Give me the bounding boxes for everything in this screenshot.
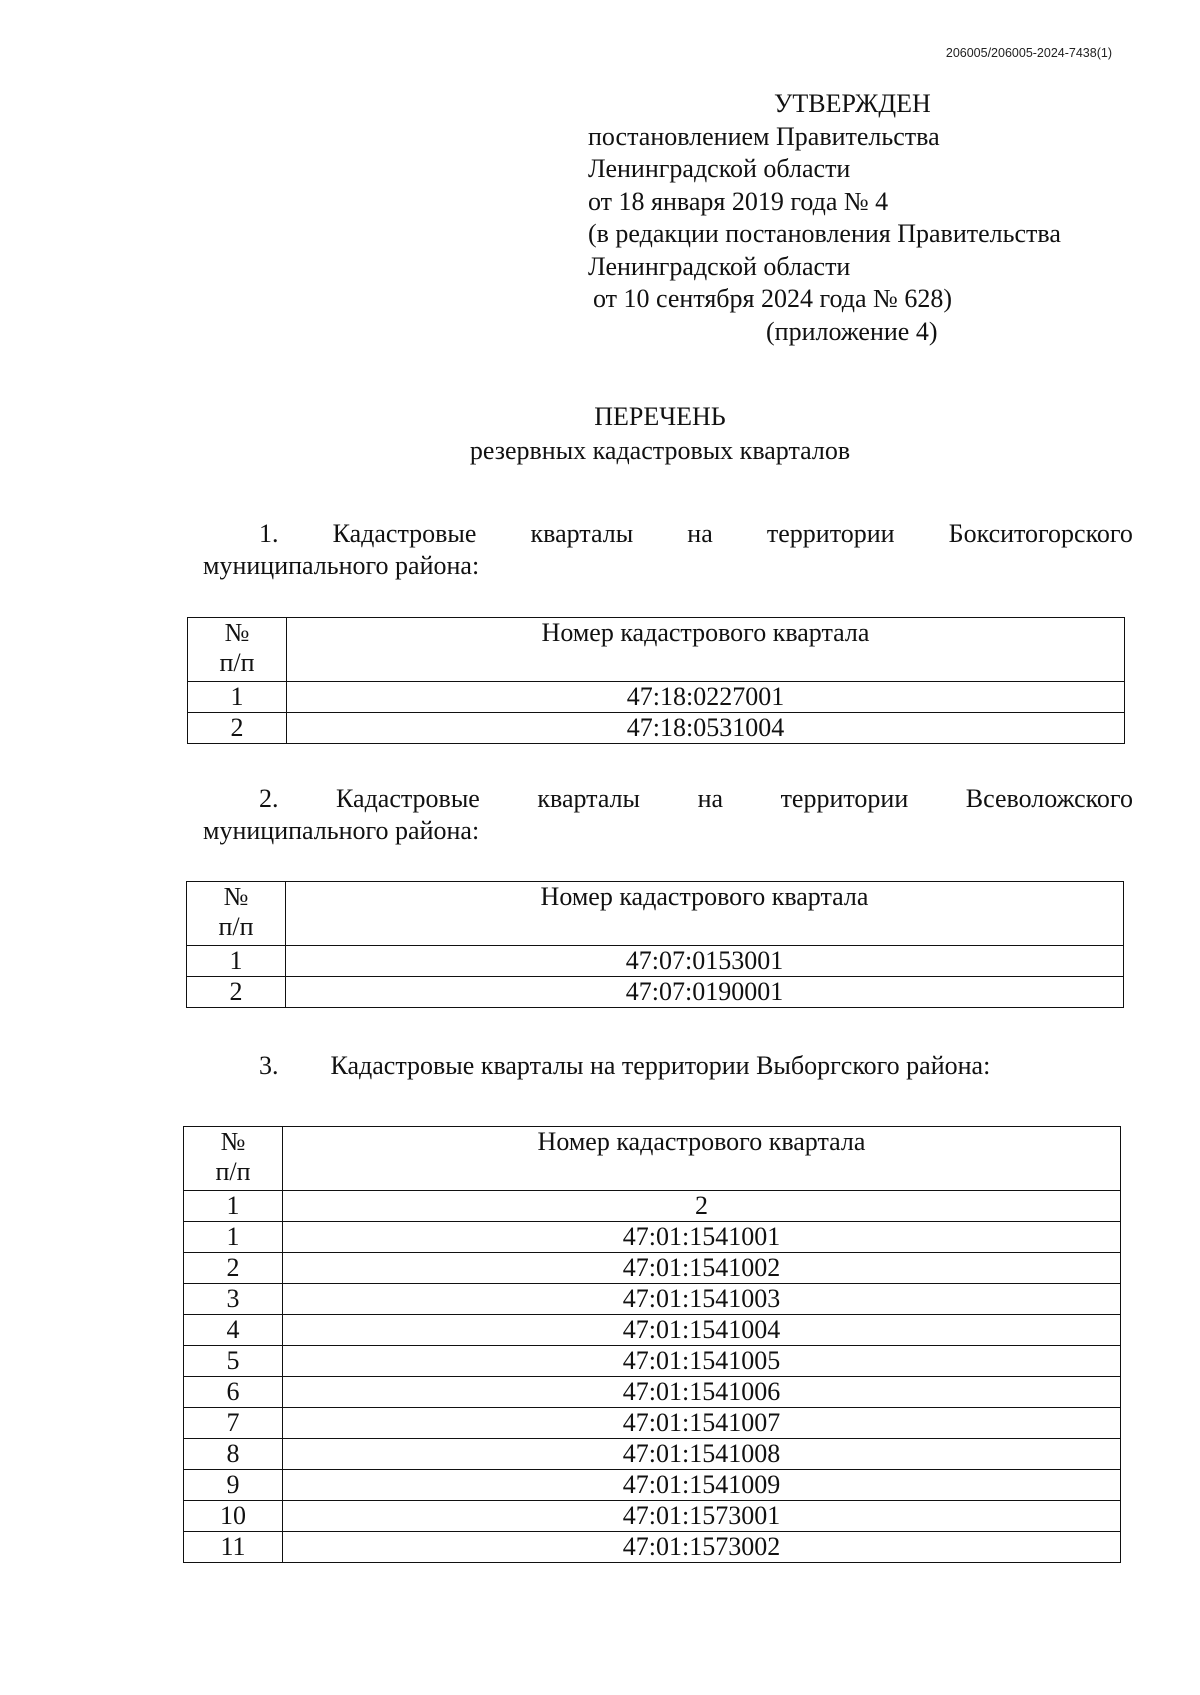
header-num-symbol: №: [220, 1127, 246, 1156]
appendix-label: (приложение 4): [766, 316, 938, 346]
row-code: 47:01:1541007: [283, 1408, 1121, 1439]
row-code: 47:07:0190001: [286, 977, 1124, 1008]
row-code: 47:01:1541002: [283, 1253, 1121, 1284]
section-word: Кадастровые: [332, 519, 477, 548]
section-word: кварталы: [537, 784, 641, 813]
approval-line: Ленинградской области: [588, 154, 851, 183]
table-row: [184, 1377, 1121, 1408]
row-number: 2: [187, 977, 286, 1008]
approval-title: УТВЕРЖДЕН: [774, 89, 931, 118]
row-number: 10: [184, 1501, 283, 1532]
approval-stamp: [588, 88, 1061, 348]
approval-line: Ленинградской области: [588, 251, 851, 281]
row-code: 47:01:1541006: [283, 1377, 1121, 1408]
column-number-row: [184, 1191, 1121, 1222]
row-code: 47:01:1573002: [283, 1532, 1121, 1563]
heading-title: ПЕРЕЧЕНЬ: [594, 402, 726, 431]
column-number: 2: [283, 1191, 1121, 1222]
row-number: 1: [188, 682, 287, 713]
row-code: 47:01:1541005: [283, 1346, 1121, 1377]
cadastral-table-2: [186, 881, 1124, 1008]
approval-line: от 10 сентября 2024 года № 628): [593, 284, 952, 313]
section-line: муниципального района:: [203, 551, 480, 580]
header-num: [187, 882, 286, 946]
table-row: [184, 1222, 1121, 1253]
row-number: 6: [184, 1377, 283, 1408]
table-row: [188, 713, 1125, 744]
table-row: [184, 1346, 1121, 1377]
header-num: [184, 1127, 283, 1191]
document-heading: [0, 400, 1200, 468]
section-word: Кадастровые: [336, 784, 480, 813]
section-word: на: [697, 784, 724, 813]
table-row: [184, 1253, 1121, 1284]
header-num-label: п/п: [219, 648, 255, 677]
row-code: 47:01:1541009: [283, 1470, 1121, 1501]
table-row: [184, 1408, 1121, 1439]
document-registration-number: 206005/206005-2024-7438(1): [945, 46, 1112, 60]
row-number: 5: [184, 1346, 283, 1377]
row-number: 2: [188, 713, 287, 744]
header-code: Номер кадастрового квартала: [287, 618, 1125, 682]
table-row: [184, 1532, 1121, 1563]
header-num-symbol: №: [223, 882, 249, 911]
section-word: кварталы: [530, 519, 634, 548]
row-number: 7: [184, 1408, 283, 1439]
row-code: 47:01:1573001: [283, 1501, 1121, 1532]
column-number: 1: [184, 1191, 283, 1222]
row-number: 4: [184, 1315, 283, 1346]
section-number: 1.: [259, 519, 279, 548]
approval-line: (в редакции постановления Правительства: [588, 219, 1061, 248]
section-3-text: [203, 1050, 1133, 1082]
section-line: муниципального района:: [203, 816, 480, 845]
row-code: 47:18:0531004: [287, 713, 1125, 744]
heading-subtitle: резервных кадастровых кварталов: [469, 436, 851, 465]
row-number: 11: [184, 1532, 283, 1563]
cadastral-table-3: [183, 1126, 1121, 1563]
header-num: [188, 618, 287, 682]
table-header-row: [187, 882, 1124, 946]
header-num-label: п/п: [218, 912, 254, 941]
table-row: [184, 1501, 1121, 1532]
table-row: [184, 1284, 1121, 1315]
row-number: 3: [184, 1284, 283, 1315]
row-number: 8: [184, 1439, 283, 1470]
section-2-text: [203, 783, 1133, 847]
header-num-symbol: №: [224, 618, 250, 647]
row-number: 1: [187, 946, 286, 977]
row-code: 47:07:0153001: [286, 946, 1124, 977]
row-code: 47:01:1541001: [283, 1222, 1121, 1253]
table-row: [184, 1439, 1121, 1470]
section-number: 2.: [259, 784, 279, 813]
header-code: Номер кадастрового квартала: [286, 882, 1124, 946]
table-row: [184, 1315, 1121, 1346]
table-row: [187, 946, 1124, 977]
row-number: 1: [184, 1222, 283, 1253]
section-word: Всеволожского: [965, 784, 1133, 813]
section-word: территории: [780, 784, 909, 813]
row-code: 47:18:0227001: [287, 682, 1125, 713]
section-word: территории: [766, 519, 895, 548]
table-row: [184, 1470, 1121, 1501]
header-num-label: п/п: [215, 1157, 251, 1186]
table-header-row: [188, 618, 1125, 682]
section-word: на: [687, 519, 713, 548]
table-row: [187, 977, 1124, 1008]
cadastral-table-1: [187, 617, 1125, 744]
section-line: Кадастровые кварталы на территории Выборгского района:: [330, 1051, 991, 1080]
approval-line: постановлением Правительства: [588, 121, 940, 151]
section-word: Бокситогорского: [948, 519, 1133, 548]
row-number: 2: [184, 1253, 283, 1284]
section-1-text: [203, 518, 1133, 582]
section-number: 3.: [259, 1051, 279, 1080]
table-header-row: [184, 1127, 1121, 1191]
row-code: 47:01:1541004: [283, 1315, 1121, 1346]
approval-line: от 18 января 2019 года № 4: [588, 186, 889, 216]
table-row: [188, 682, 1125, 713]
header-code: Номер кадастрового квартала: [283, 1127, 1121, 1191]
row-code: 47:01:1541003: [283, 1284, 1121, 1315]
row-number: 9: [184, 1470, 283, 1501]
row-code: 47:01:1541008: [283, 1439, 1121, 1470]
